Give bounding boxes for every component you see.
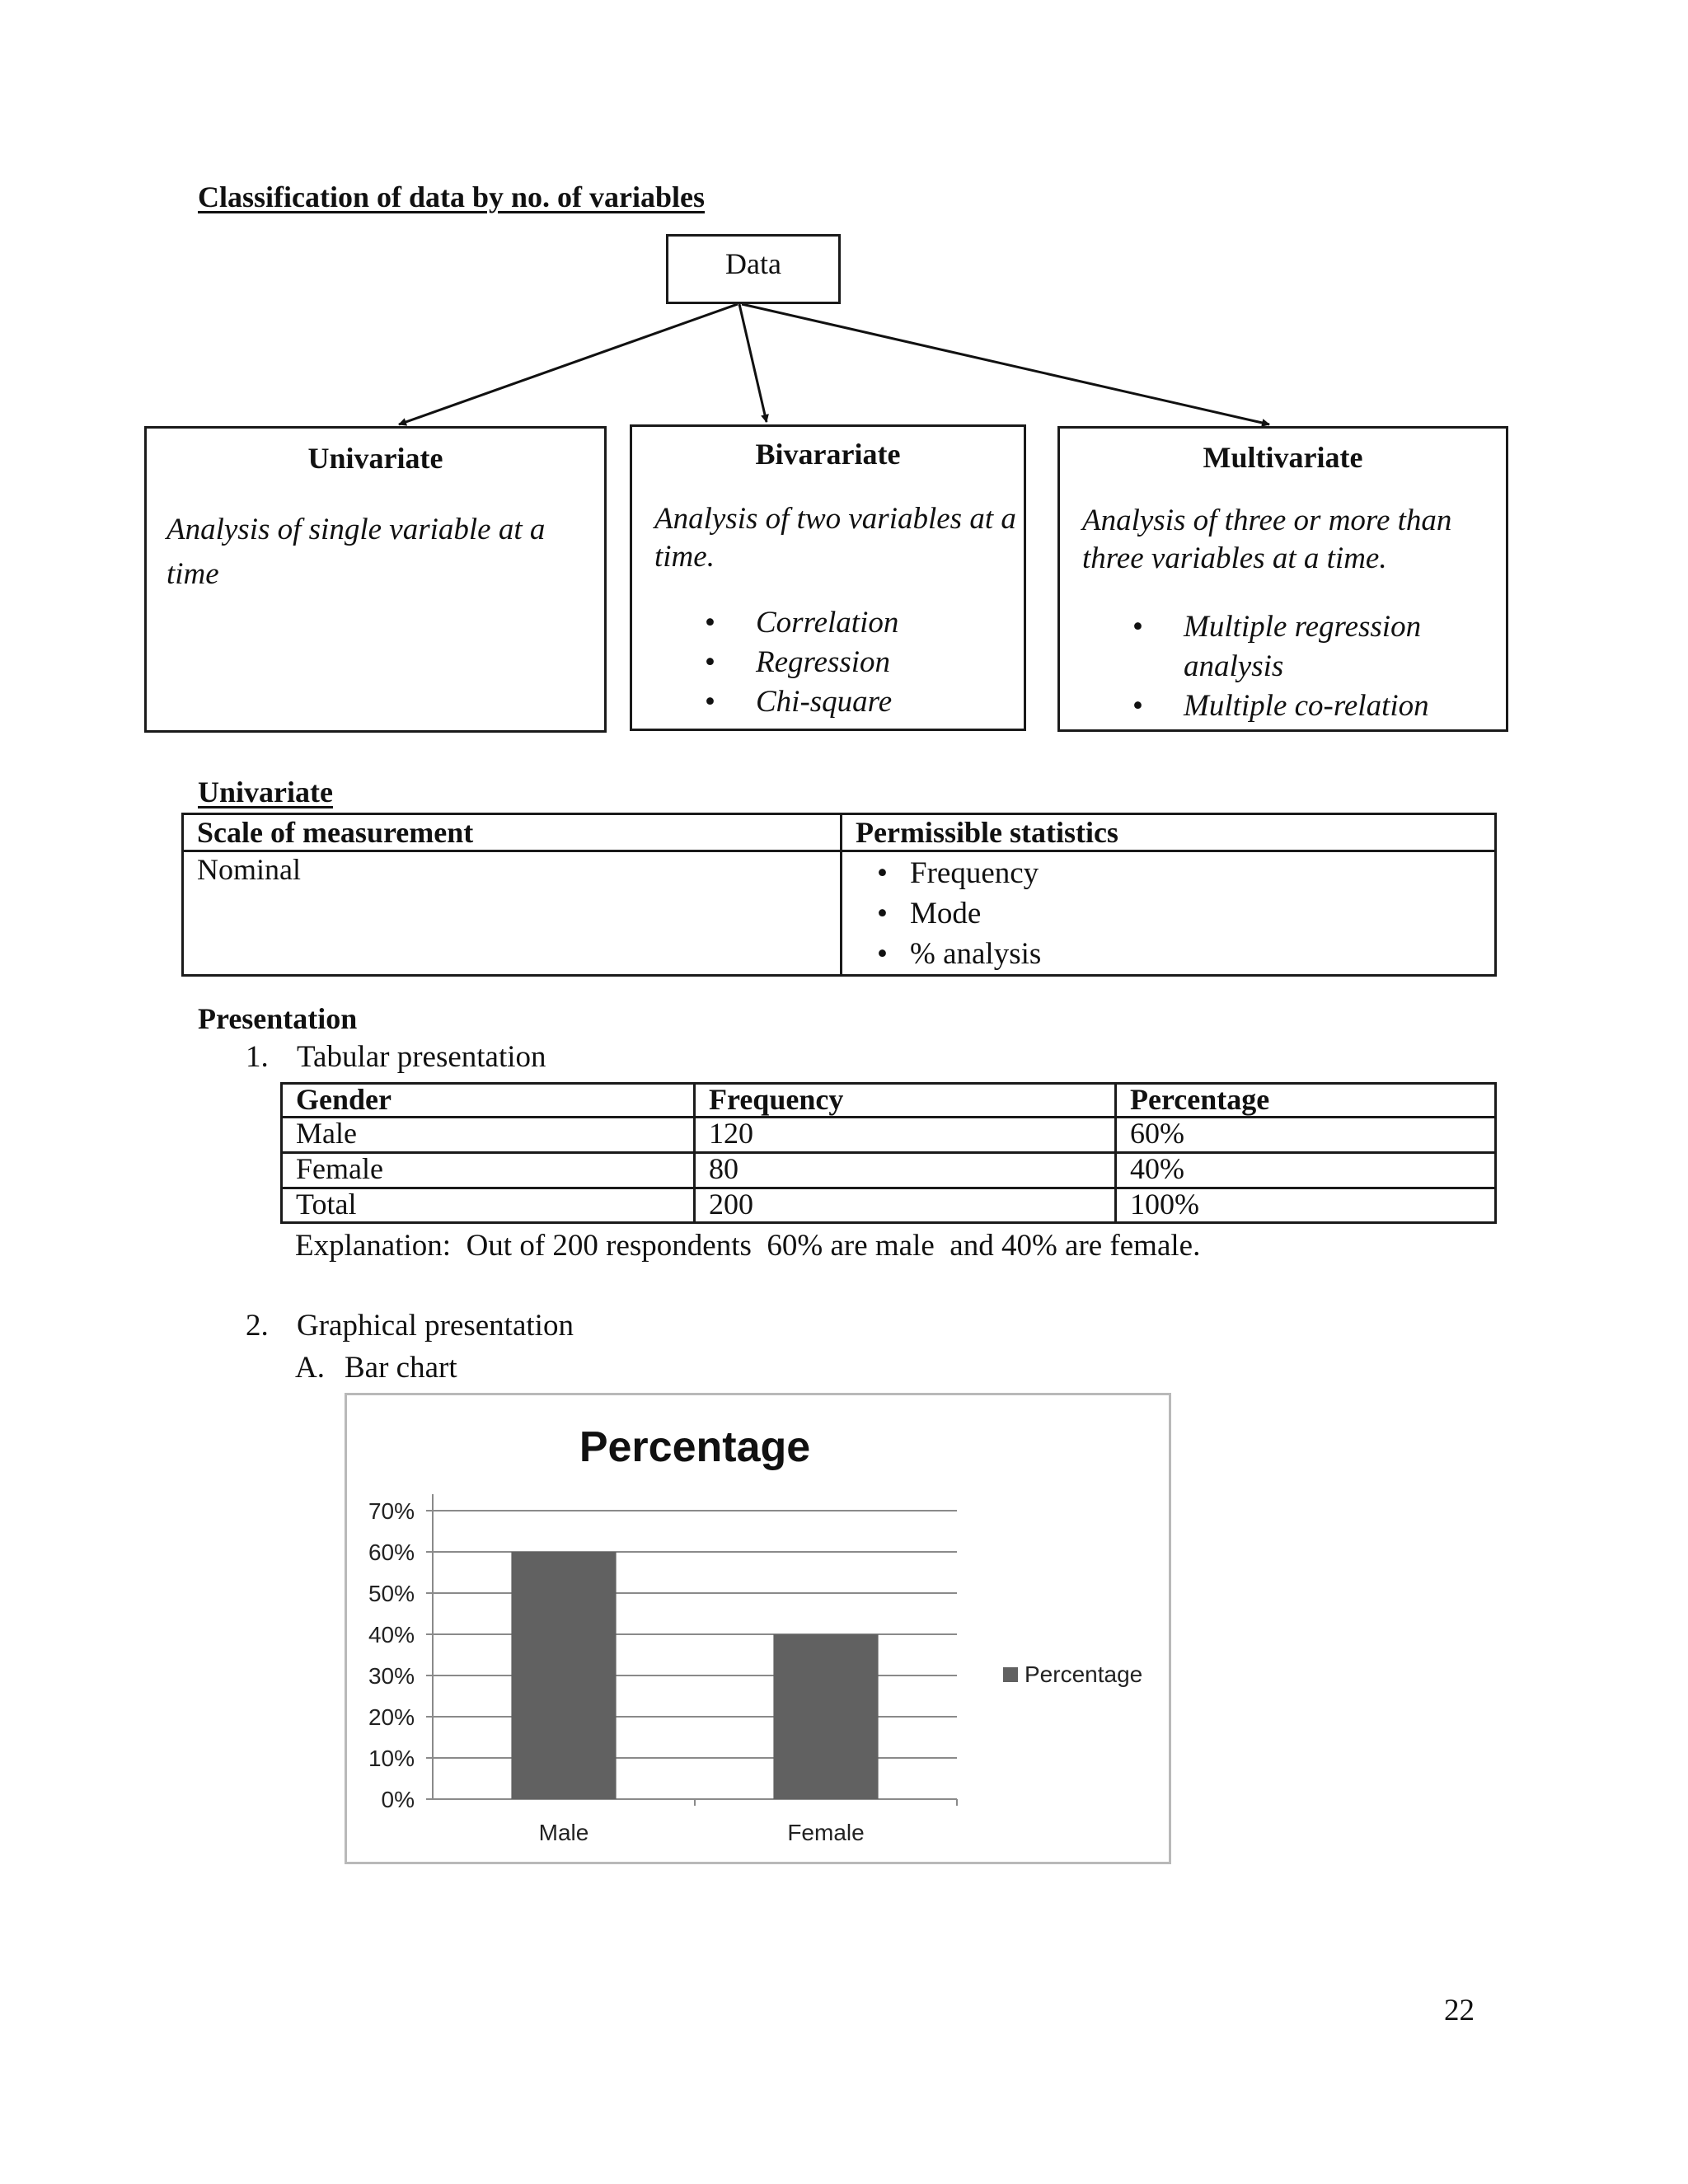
presentation-heading: Presentation — [198, 1002, 358, 1035]
gender-cell: Male — [282, 1118, 695, 1153]
bar-male — [511, 1552, 616, 1799]
frequency-cell: 200 — [695, 1188, 1116, 1223]
stats-header: Permissible statistics — [842, 814, 1496, 851]
bar-chart-svg — [347, 1395, 1169, 1862]
arrow-to-bivariate — [739, 304, 767, 422]
univariate-title: Univariate — [307, 442, 443, 475]
univariate-table — [181, 813, 1497, 977]
bivariate-bullet: • Regression — [705, 643, 898, 682]
x-tick-label: Male — [538, 1820, 589, 1845]
item2-number: 2. — [246, 1309, 269, 1343]
page-number: 22 — [1444, 1994, 1475, 2027]
item1-label: Tabular presentation — [297, 1040, 546, 1074]
gender-cell: Total — [282, 1188, 695, 1223]
legend-label: Percentage — [1025, 1661, 1143, 1687]
univariate-heading: Univariate — [198, 776, 333, 808]
chart-title: Percentage — [579, 1423, 811, 1471]
multivariate-box — [1057, 426, 1508, 732]
stats-item: • Frequency — [842, 854, 1494, 894]
data-root-box — [666, 234, 841, 304]
scale-cell: Nominal — [183, 851, 842, 976]
frequency-cell: 120 — [695, 1118, 1116, 1153]
frequency-cell: 80 — [695, 1153, 1116, 1188]
bivariate-bullets — [705, 603, 898, 722]
bivariate-box — [630, 424, 1026, 731]
bar-chart — [345, 1393, 1171, 1864]
sub-a-letter: A. — [295, 1351, 325, 1385]
multivariate-bullets — [1132, 607, 1487, 726]
legend-swatch — [1003, 1667, 1018, 1682]
explanation-text: Explanation: Out of 200 respondents 60% are male and 40% are female. — [295, 1229, 1201, 1263]
arrow-to-univariate — [399, 304, 738, 424]
scale-header: Scale of measurement — [183, 814, 842, 851]
bivariate-bullet: • Correlation — [705, 603, 898, 643]
y-tick-label: 40% — [368, 1622, 415, 1647]
univariate-box — [144, 426, 607, 733]
bivariate-description: Analysis of two variables at a time. — [654, 502, 1016, 574]
sub-a-label: Bar chart — [345, 1351, 457, 1385]
y-tick-label: 70% — [368, 1498, 415, 1524]
y-tick-label: 60% — [368, 1540, 415, 1565]
univariate-description: Analysis of single variable at a time — [166, 513, 546, 591]
y-tick-label: 50% — [368, 1581, 415, 1606]
frequency-header: Frequency — [695, 1084, 1116, 1118]
multivariate-bullet: • Multiple co-relation — [1132, 687, 1487, 726]
gender-cell: Female — [282, 1153, 695, 1188]
percentage-header: Percentage — [1116, 1084, 1496, 1118]
multivariate-bullet: • Multiple regression analysis — [1132, 607, 1487, 687]
percentage-cell: 100% — [1116, 1188, 1496, 1223]
y-tick-label: 0% — [381, 1787, 415, 1812]
y-tick-label: 30% — [368, 1663, 415, 1689]
multivariate-title: Multivariate — [1203, 441, 1363, 474]
bar-female — [773, 1634, 878, 1799]
stats-cell — [842, 851, 1496, 976]
table-row — [282, 1118, 1496, 1153]
y-tick-label: 20% — [368, 1704, 415, 1730]
percentage-cell: 60% — [1116, 1118, 1496, 1153]
gender-header: Gender — [282, 1084, 695, 1118]
bivariate-bullet: • Chi-square — [705, 682, 898, 722]
y-tick-label: 10% — [368, 1746, 415, 1771]
diagram-heading: Classification of data by no. of variables — [198, 180, 706, 213]
arrow-to-multivariate — [742, 304, 1269, 424]
item2-label: Graphical presentation — [297, 1309, 574, 1343]
gender-table — [280, 1082, 1497, 1224]
multivariate-description: Analysis of three or more than three variables at a time. — [1082, 504, 1452, 576]
stats-list — [842, 854, 1494, 974]
stats-item: • Mode — [842, 894, 1494, 935]
table-row — [282, 1153, 1496, 1188]
item1-number: 1. — [246, 1040, 269, 1074]
data-root-label: Data — [725, 247, 781, 280]
percentage-cell: 40% — [1116, 1153, 1496, 1188]
stats-item: • % analysis — [842, 935, 1494, 975]
x-tick-label: Female — [787, 1820, 865, 1845]
table-row — [282, 1188, 1496, 1223]
bivariate-title: Bivarariate — [755, 438, 901, 471]
